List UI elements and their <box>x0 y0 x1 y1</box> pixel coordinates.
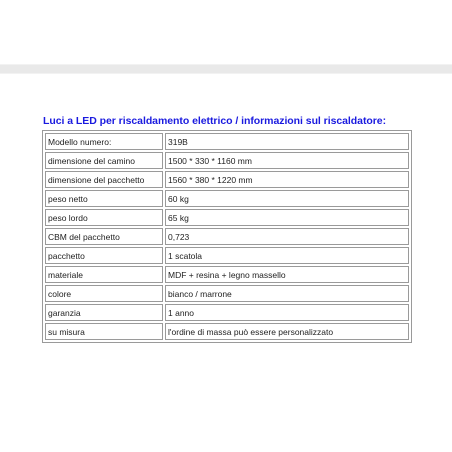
table-row <box>45 209 409 226</box>
row-value-package: 1 scatola <box>165 247 409 264</box>
table-row <box>45 133 409 150</box>
row-label-package: pacchetto <box>45 247 163 264</box>
section-heading: Luci a LED per riscaldamento elettrico / informazioni sul riscaldatore: <box>43 115 387 127</box>
table-row <box>45 152 409 169</box>
table-row <box>45 228 409 245</box>
row-label-gross-weight: peso lordo <box>45 209 163 226</box>
row-value-package-size: 1560 * 380 * 1220 mm <box>165 171 409 188</box>
product-info-section <box>42 115 412 343</box>
row-label-custom: su misura <box>45 323 163 340</box>
table-row <box>45 323 409 340</box>
row-value-gross-weight: 65 kg <box>165 209 409 226</box>
row-label-package-size: dimensione del pacchetto <box>45 171 163 188</box>
row-value-warranty: 1 anno <box>165 304 409 321</box>
row-label-material: materiale <box>45 266 163 283</box>
row-value-net-weight: 60 kg <box>165 190 409 207</box>
header-divider-band <box>0 64 452 74</box>
row-value-model-number: 319B <box>165 133 409 150</box>
row-value-color: bianco / marrone <box>165 285 409 302</box>
table-row <box>45 190 409 207</box>
row-value-material: MDF + resina + legno massello <box>165 266 409 283</box>
row-value-custom: l'ordine di massa può essere personalizzato <box>165 323 409 340</box>
row-label-color: colore <box>45 285 163 302</box>
row-value-fireplace-size: 1500 * 330 * 1160 mm <box>165 152 409 169</box>
row-label-net-weight: peso netto <box>45 190 163 207</box>
table-row <box>45 171 409 188</box>
row-label-fireplace-size: dimensione del camino <box>45 152 163 169</box>
table-row <box>45 247 409 264</box>
table-row <box>45 285 409 302</box>
row-label-warranty: garanzia <box>45 304 163 321</box>
table-row <box>45 266 409 283</box>
row-label-package-cbm: CBM del pacchetto <box>45 228 163 245</box>
row-value-package-cbm: 0,723 <box>165 228 409 245</box>
table-row <box>45 304 409 321</box>
specs-table <box>42 130 412 343</box>
row-label-model-number: Modello numero: <box>45 133 163 150</box>
